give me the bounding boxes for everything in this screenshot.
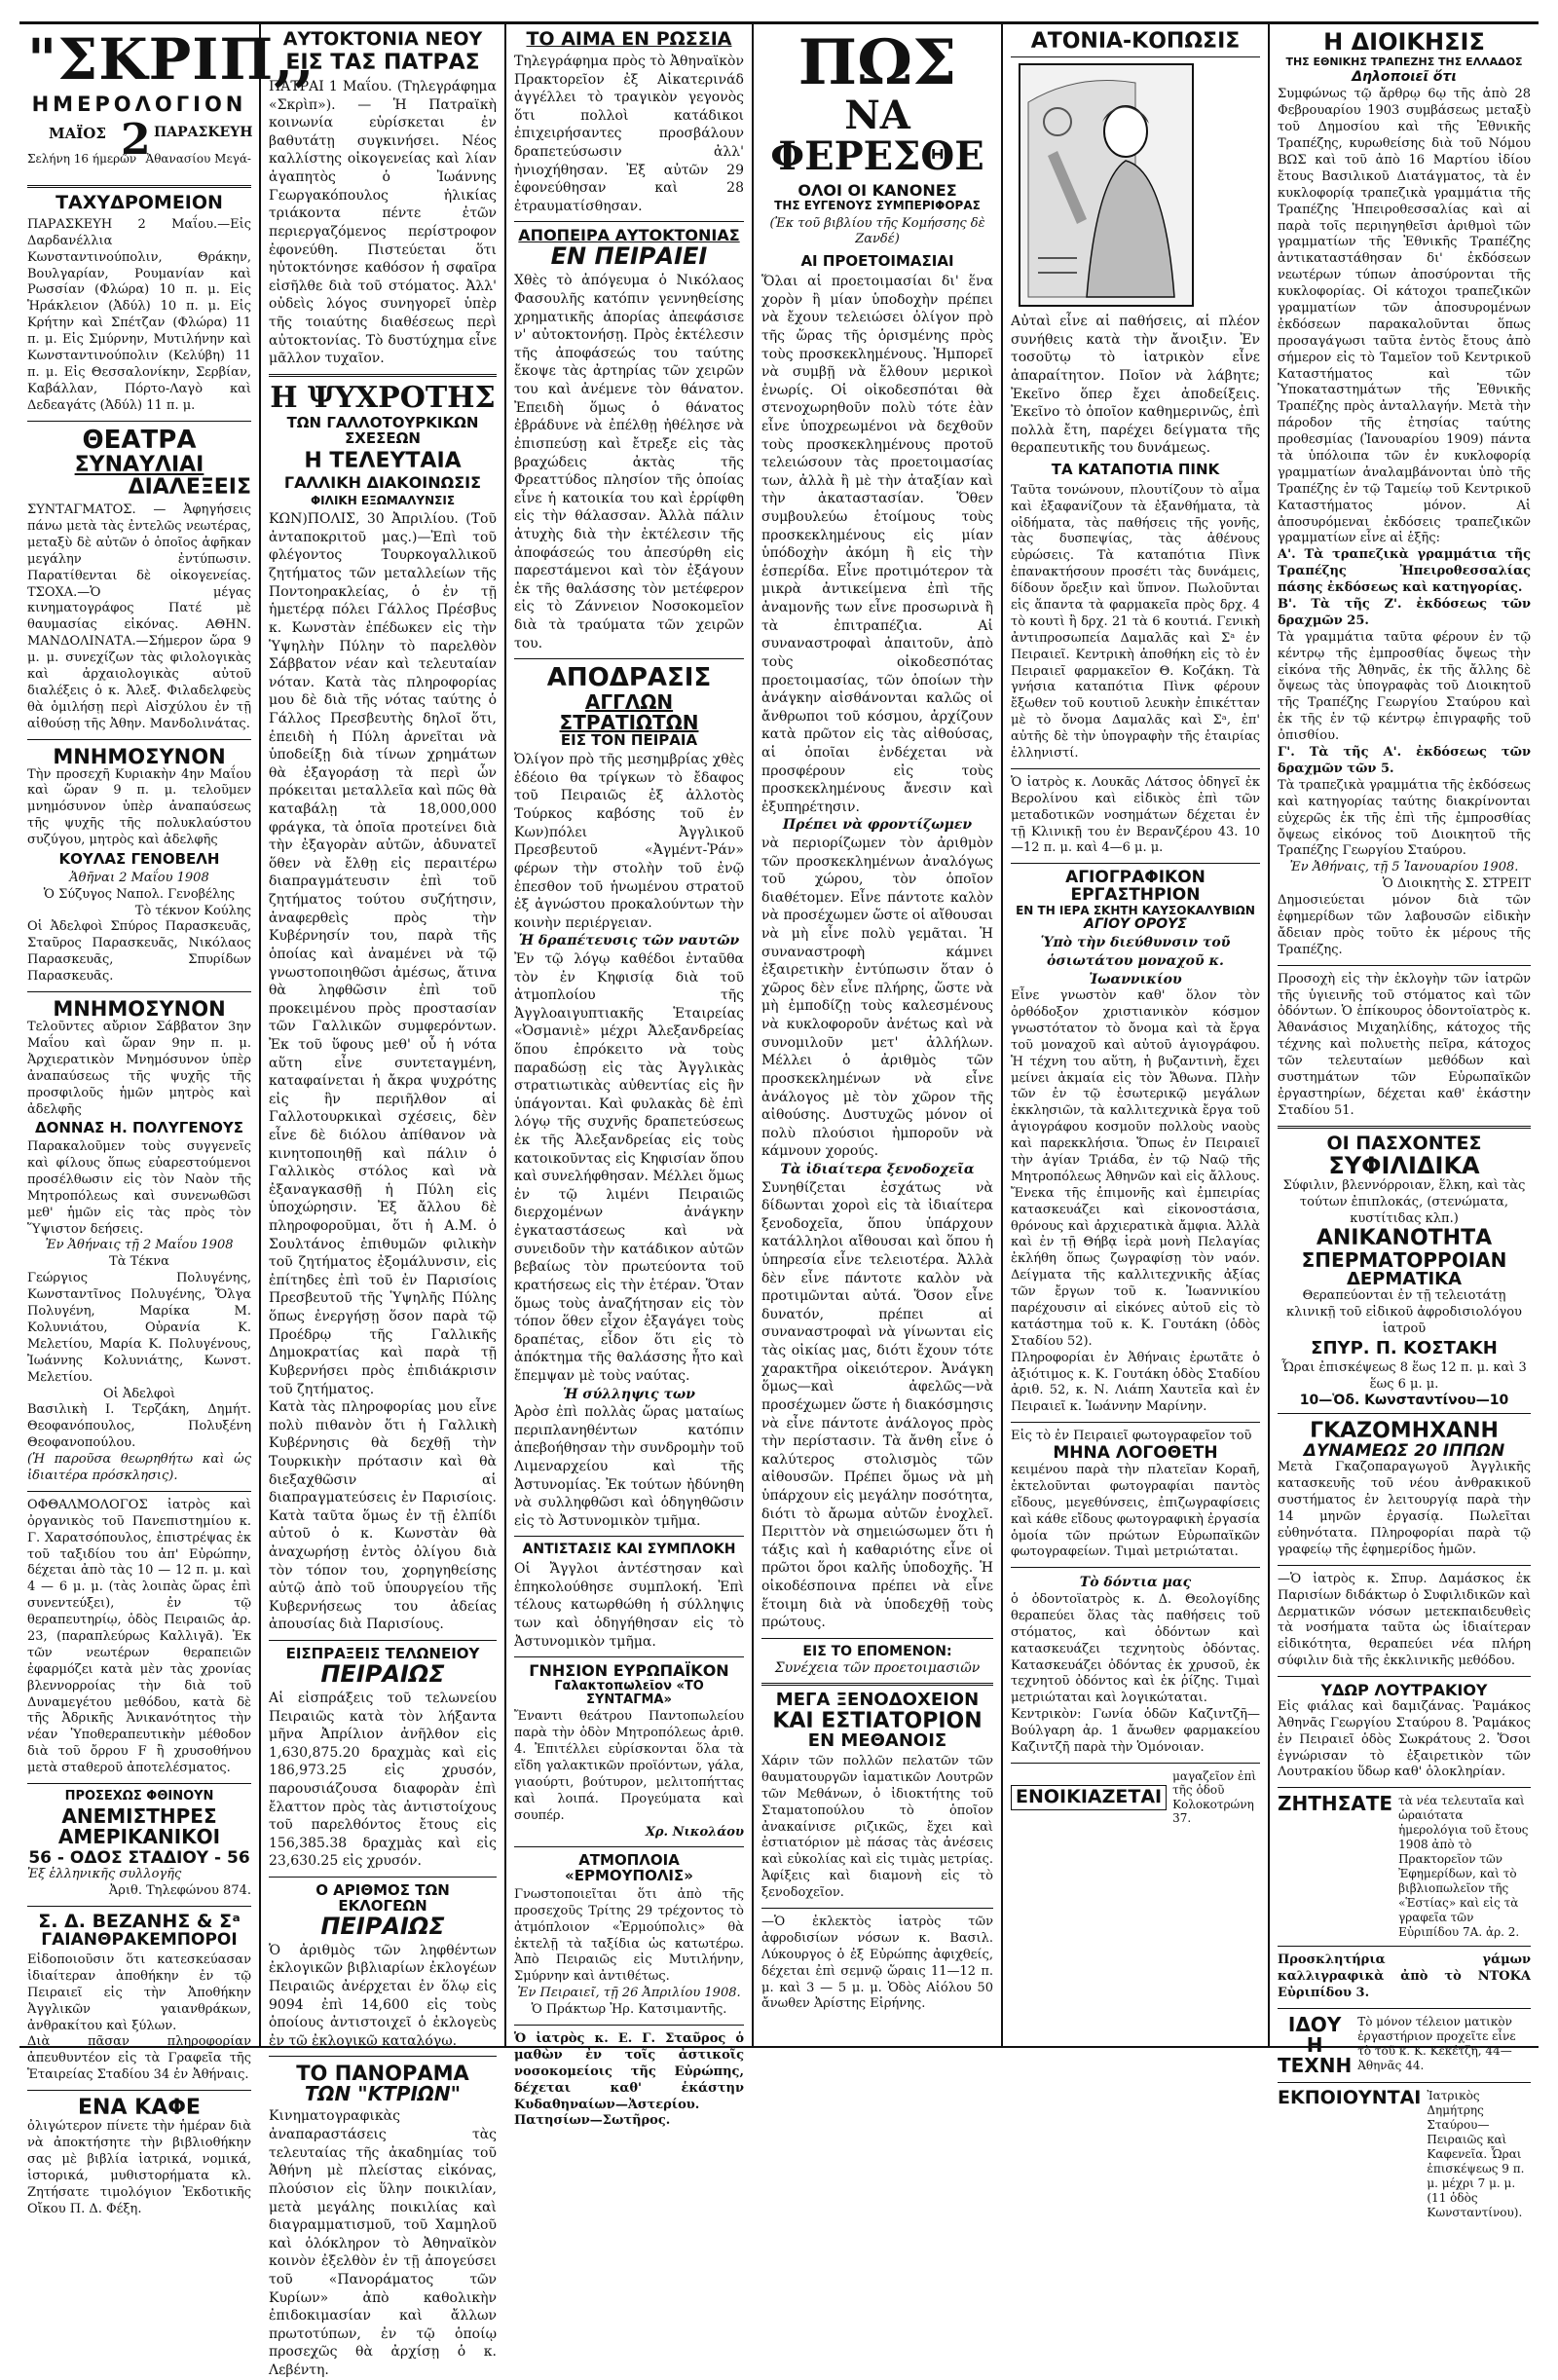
relations-headline-5: ΦΙΛΙΚΗ ΕΞΩΜΑΛΥΝΣΙΣ xyxy=(310,493,456,507)
woman-illustration xyxy=(1019,63,1194,307)
relations-text: ΚΩΝ)ΠΟΛΙΣ, 30 Ἀπριλίου. (Τοῦ ἀνταποκριτοῦ μας.)—Ἐπὶ τοῦ φλέγοντος Τουρκογαλλικοῦ ζητήματος τῶν μεταλλείων τῆς Ποντοηρακλείας, ὁ ἐν τῇ ἡμετέρᾳ πόλει Γάλλος Πρέσβυς κ. Κωνστὰν ἐπέδωκεν εἰς τὴν Ὑψηλὴν Πύλην τὸ παρελθὸν Σάββατον νέαν καὶ τελευταίαν νόταν. Κατὰ τὰς πληροφορίας μου δὲ διὰ τῆς νότας ταύτης ὁ Γάλλος Πρεσβευτὴς δηλοῖ ὅτι, ἐπειδὴ ἡ Πύλη ἀρνεῖται νὰ ὑποδείξῃ διὰ τίνων χρημάτων θὰ ἐξαγοράσῃ τὰ περὶ ὧν πρόκειται μεταλλεῖα καὶ πῶς θὰ καταβάλῃ τὰ 18,000,000 φράγκα, τὰ ὁποῖα προτείνει διὰ τὴν ἐξαγορὰν αὐτῶν, ἀδυνατεῖ ὅθεν νὰ ἔλθῃ εἰς περαιτέρω διαπραγμάτευσιν ἐπὶ τοῦ ζητήματος τούτου συζήτησιν, ἀναφερθεὶς πρὸς τὴν Κυβέρνησίν του, παρὰ τῆς ὁποίας καὶ ἀναμένει νὰ τῷ γνωστοποιηθῶσι ἀμέσως, ἅτινα θὰ ληφθῶσιν ἐπὶ τοῦ προκειμένου πρὸς προστασίαν τῶν Γαλλικῶν συμφερόντων. Ἐκ τοῦ ὕφους μεθ' οὗ ἡ νότα αὕτη εἶνε συντεταγμένη, καταφαίνεται ἡ ἄκρα ψυχρότης εἰς ἣν περιῆλθον αἱ Γαλλοτουρκικαὶ σχέσεις, δὲν εἶνε δὲ διόλου ἀπίθανον νὰ κινητοποιηθῇ καὶ πάλιν ὁ Γαλλικὸς στόλος καὶ νὰ ἐξαναγκασθῇ ἡ Πύλη εἰς ὑποχώρησιν. Ἐξ ἄλλου δὲ πληροφοροῦμαι, ὅτι ἡ Α.Μ. ὁ Σουλτάνος ἐπιθυμῶν φιλικὴν τοῦ ζητήματος ἐξομάλυνσιν, εἰς ἐπίτηδες ἐπὶ τοῦ ἐν Παρισίοις Πρεσβευτοῦ τῆς Ὑψηλῆς Πύλης ὅπως ἐνεργήσῃ ὅσον παρὰ τῷ Προέδρῳ τῆς Γαλλικῆς Δημοκρατίας καὶ παρὰ τῇ Κυβερνήσει πρὸς ἐπιδιάκρισιν τοῦ ζητήματος. xyxy=(269,511,497,1397)
memorial-1-text: Τὴν προσεχῆ Κυριακὴν 4ην Μαΐου καὶ ὥραν 9 π. μ. τελοῦμεν μνημόσυνον ὑπὲρ ἀναπαύσεως τῆς ψυχῆς τῆς πολυκλαύστου συζύγου, μητρὸς καὶ ἀδελφῆς xyxy=(27,766,251,848)
masthead-subtitle: ΗΜΕΡΟΛΟΓΙΟΝ xyxy=(31,92,247,116)
doctor-damaskos-ad: —Ὁ ἰατρὸς κ. Σπυρ. Δαμάσκος ἐκ Παρισίων διδάκτωρ ὁ Συφιλιδικῶν καὶ Δερματικῶν νόσων μετεκπαιδευθεὶς τὰ νοσήματα ταῦτα ὡς ἰδιαίτεραν εἰδικότητα, θεραπεύει νέα πλήρη σύφιλιν διὰ τῆς ἐκκλινικῆς μεθόδου. xyxy=(1278,1571,1531,1669)
clinic-headline-2: ΣΥΦΙΛΙΔΙΚΑ xyxy=(1328,1151,1480,1179)
relations-headline-1: Η ΨΥΧΡΟΤΗΣ xyxy=(270,380,496,415)
rent-ad xyxy=(1011,1769,1260,1826)
doctor-lykourgos-ad: —Ὁ ἐκλεκτὸς ἰατρὸς τῶν ἀφροδισίων νόσων κ. Βασιλ. Λύκουργος ὁ ἐξ Εὐρώπης ἀφιχθείς, δέχεται ἐπὶ σεμνῷ ὥραις 11—12 π. μ. καὶ 3 — 5 μ. μ. Ὁδὸς Αἰόλου 50 ἄνωθεν Ἀρίστης Εἰρήνης. xyxy=(761,1915,993,2012)
escape-text-2: Ἐν τῷ λόγῳ καθέδοι ἐνταῦθα τὸν ἐν Κηφισίᾳ διὰ τοῦ ἀτμοπλοίου τῆς Ἀγγλοαιγυπτιακῆς Ἑταιρείας «Ὀσμανιὲ» μέχρι Ἀλεξανδρείας ὅπου ἐπρόκειτο νὰ τοὺς παραδώσῃ εἰς τὰς Ἀγγλικὰς στρατιωτικὰς αὐθεντίας εἰς ἣν ὑπάγονται. Καὶ φυλακὰς δὲ ἐπὶ λόγῳ τῆς συχνῆς δραπετεύσεως ἐκ τῆς Ἀλεξανδρείας εἰς τοὺς κατοικοῦντας εἰς Κηφισίαν ὅπου καὶ συνελήφθησαν. Μέλλει ὅμως ἐν τῷ λιμένι Πειραιῶς διερχομένων ἀνάγκην ἐγκαταστάσεως καὶ νὰ συνειδοῦν τὴν κατάδικον αὐτῶν βεβαίως τὸν πρωτεύοντα τοῦ κρατήσεως εἰς τὴν ἑτέραν. Ὅταν ὅμως τοὺς ἀναζήτησαν εἰς τὸν τόπον ὅθεν εἶχον ἐξαγάγει τοὺς δραπέτας, εἶδον ὅτι εἰς τὸ ἀπόκτημα τῆς θαλάσσης ἦτο καὶ ἔπεμψαν μὲ τοὺς ναύτας. xyxy=(514,950,744,1384)
icon-workshop-headline-1: ΑΓΙΟΓΡΑΦΙΚΟΝ ΕΡΓΑΣΤΗΡΙΟΝ xyxy=(1065,868,1206,906)
photo-studio-name: ΜΗΝΑ ΛΟΓΟΘΕΤΗ xyxy=(1053,1443,1218,1464)
attempt-headline-1: ΑΠΟΠΕΙΡΑ ΑΥΤΟΚΤΟΝΙΑΣ xyxy=(518,226,740,245)
rent-ad-title: ΕΝΟΙΚΙΑΖΕΤΑΙ xyxy=(1011,1785,1167,1810)
doctor-latsos-ad: Ὁ ἰατρὸς κ. Λουκᾶς Λάτσος ὁδηγεῖ ἐκ Βερολίνου καὶ εἰδικὸς ἐπὶ τῶν μεταδοτικῶν νοσημάτων δέχεται ἐν τῇ Κλινικῇ του ἐν Βερανζέρου 43. 10—12 π. μ. καὶ 4—6 μ. μ. xyxy=(1011,774,1260,856)
loutraki-water-text: Εἰς φιάλας καὶ δαμιζάνας. Ῥαμάκος Ἀθηνᾶς Γεωργίου Σταύρου 8. Ῥαμάκος ἐν Πειραιεῖ ὁδὸς Σωκράτους 2. Ὅσοι ἐγνώρισαν τὸ ἐξαιρετικὸν τῶν Λουτρακίου ὕδωρ καθ' ὁλοκληρίαν. xyxy=(1278,1698,1531,1780)
russia-text: Τηλεγράφημα πρὸς τὸ Ἀθηναϊκὸν Πρακτορεῖον ἐξ Αἰκατερινάδ ἀγγέλλει τὸ τραγικὸν γεγονὸς ὅτι πολλοὶ κατάδικοι ἐπιχειρήσαντες προσβάλουν δραπετεύσωσιν ἀλλ' ἠνιοχήθησαν. Ἐξ αὐτῶν 29 ἐφονεύθησαν καὶ 28 ἐτραυματίσθησαν. xyxy=(514,53,744,214)
loutraki-water-headline: ΥΔΩΡ ΛΟΥΤΡΑΚΙΟΥ xyxy=(1320,1681,1488,1700)
memorial-2-text2: Παρακαλοῦμεν τοὺς συγγενεῖς καὶ φίλους ὅπως εὐαρεστούμενοι προσέλθωσιν εἰς τὸν Ναὸν τῆς Μητροπόλεως καὶ συνενωθῶσι μεθ' ἡμῶν εἰς τὰς πρὸς τὸν Ὕψιστον δεήσεις. xyxy=(27,1139,251,1237)
icon-workshop-text-2: Πληροφορίαι ἐν Ἀθήναις ἐρωτᾶτε ὁ ἀξιότιμος κ. Κ. Γουτάκη ὁδὸς Σταδίου ἀριθ. 52, κ. Ν. Λιάπη Χαυτεῖα καὶ ἐν Πειραιεῖ κ. Ἰωάννην Μαρίνην. xyxy=(1011,1350,1260,1415)
next-issue-subhead: Συνέχεια τῶν προετοιμασιῶν xyxy=(774,1659,981,1676)
bank-text: Συμφώνως τῷ ἄρθρῳ 6ῳ τῆς ἀπὸ 28 Φεβρουαρίου 1903 συμβάσεως μεταξὺ τοῦ Δημοσίου καὶ τῆς Ἐθνικῆς Τραπέζης, κυρωθείσης διὰ τοῦ Νόμου ΒΩΣ καὶ τοῦ ἀπὸ 16 Μαρτίου ἰδίου ἔτους Βασιλικοῦ Διατάγματος, τὰ ἐν κυκλοφορίᾳ τραπεζικὰ γραμμάτια τῆς Τραπέζης Ἠπειροθεσσαλίας καὶ αἱ παρὰ τοῖς περιηγηθεῖσι ἀριθμοὶ τῶν γραμματίων τῆς Ἐθνικῆς Τραπέζης ἀντικαταστάθησαν δι' ἐκδόσεων νεωτέρων τύπων ἀποσύρονται τῆς κυκλοφορίας. Οἱ κάτοχοι τραπεζικῶν γραμματίων τῶν ἀποσυρομένων ἐκδόσεων παρακαλοῦνται ὅπως προσαγάγωσι ταῦτα ἐντὸς ἔτους ἀπὸ σήμερον εἰς τὸ Ταμεῖον τοῦ Κεντρικοῦ Καταστήματος καὶ τῶν Ὑποκαταστημάτων τῆς Ἐθνικῆς Τραπέζης πρὸς ἀνταλλαγήν. Μετὰ τὴν πάροδον τῆς ἐτησίας ταύτης προθεσμίας (Ἰανουαρίου 1909) πάντα τὰ ὑπόλοιπα τῶν ἐν κυκλοφορίᾳ γραμματίων ἀναλαμβάνονται ὑπὸ τῆς Τραπέζης ἐν τῷ Ταμείῳ τοῦ Κεντρικοῦ Καταστήματος μόνον. Αἱ ἀποσυρόμεναι ἐκδόσεις τραπεζικῶν γραμματίων εἶνε αἱ ἑξῆς: xyxy=(1278,87,1531,546)
manners-headline-3: ΟΛΟΙ ΟΙ ΚΑΝΟΝΕΣ xyxy=(798,181,957,201)
rent-ad-text: μαγαζεῖον ἐπὶ τῆς ὁδοῦ Κολοκοτρώνη 37. xyxy=(1172,1768,1257,1826)
masthead-day-number: 2 xyxy=(121,114,151,165)
masthead-title: "ΣΚΡΙΠ,, xyxy=(27,26,315,93)
coal-title: Σ. Δ. ΒΕΖΑΝΗΣ & Σᵃ xyxy=(38,1911,241,1933)
memorial-2-title: ΜΝΗΜΟΣΥΝΟΝ xyxy=(53,997,226,1021)
dentist-text: ὁ ὀδοντοϊατρὸς κ. Δ. Θεολογίδης θεραπεύει ὅλας τὰς παθήσεις τοῦ στόματος, καὶ ὀδόντων καὶ κατασκευάζει τεχνητοὺς ὀδόντας. Κατασκευάζει ὀδόντας ἐκ χρυσοῦ, ἐκ τεχνητοῦ ὀδόντος καὶ ἐκ ῥίζης. Τιμαὶ μετριώταται καὶ λογικώταται. xyxy=(1011,1591,1260,1706)
preparations-subhead-1: Πρέπει νὰ φροντίζωμεν xyxy=(782,817,973,834)
gas-engine-headline-1: ΓΚΑΖΟΜΗΧΑΝΗ xyxy=(1310,1419,1499,1444)
masthead-saint: Ἀθανασίου Μεγά- xyxy=(145,151,251,166)
clinic-address: 10—Ὁδ. Κωνσταντίνου—10 xyxy=(1299,1392,1509,1408)
wedding-cards-ad: Προσκλητήρια γάμων καλλιγραφικὰ ἀπὸ τὸ ΝΤΟΚΑ Εὐριπίδου 3. xyxy=(1278,1952,1531,2001)
coffee-title: ΕΝΑ ΚΑΦΕ xyxy=(78,2096,201,2121)
column-3 xyxy=(506,24,752,2129)
art-ad xyxy=(1278,2015,1531,2076)
newspaper-page xyxy=(19,21,1539,2378)
masthead-date xyxy=(27,114,253,179)
clinic-headline-5: ΔΕΡΜΑΤΙΚΑ xyxy=(1346,1268,1463,1289)
masthead-moon: Σελήνη 16 ήμερῶν xyxy=(27,151,137,166)
steamer-headline: ΑΤΜΟΠΛΟΙΑ «ΕΡΜΟΥΠΟΛΙΣ» xyxy=(565,1851,693,1885)
dairy-headline: ΓΝΗΣΙΟΝ ΕΥΡΩΠΑΪΚΟΝ xyxy=(529,1661,729,1681)
illustration-area xyxy=(1011,57,1260,313)
art-ad-title: ΙΔΟΥ Η ΤΕΧΝΗ xyxy=(1278,2013,1353,2077)
escape-subhead-2: Ἡ σύλληψις των xyxy=(563,1386,695,1402)
photo-studio-intro: Εἰς τὸ ἐν Πειραιεῖ φωτογραφεῖον τοῦ xyxy=(1011,1429,1252,1444)
dentist-michailidis-ad: Προσοχὴ εἰς τὴν ἐκλογὴν τῶν ἰατρῶν τῆς ὑγιεινῆς τοῦ στόματος καὶ τῶν ὀδόντων. Ὁ ἐπίκουρος ὀδοντοϊατρὸς κ. Ἀθανάσιος Μιχαηλίδης, κάτοχος τῆς τέχνης καὶ πολυετὴς πεῖρα, κάτοχος τῶν τελευταίων μεθόδων καὶ συστημάτων τῶν Εὐρωπαϊκῶν ἐργαστηρίων, δέχεται καθ' ἑκάστην Σταδίου 51. xyxy=(1278,971,1531,1118)
bank-headline-3: Δηλοποιεῖ ὅτι xyxy=(1352,68,1457,85)
clinic-headline-3: ΑΝΙΚΑΝΟΤΗΤΑ xyxy=(1316,1226,1493,1251)
relations-headline-2: ΤΩΝ ΓΑΛΛΟΤΟΥΡΚΙΚΩΝ ΣΧΕΣΕΩΝ xyxy=(286,414,479,448)
dairy-text: Ἔναντι θεάτρου Παντοπωλείου παρὰ τὴν ὁδὸν Μητροπόλεως ἀριθ. 4. Ἐπιτέλλει εὐρίσκονται ὅλα τὰ εἴδη γαλακτικῶν προϊόντων, γάλα, γιαούρτι, βούτυρον, μελιτοπήττας καὶ λοιπά. Προγεύματα καὶ σουπέρ. xyxy=(514,1709,744,1823)
post-title: ΤΑΧΥΔΡΟΜΕΙΟΝ xyxy=(56,191,223,213)
relations-headline-4: ΓΑΛΛΙΚΗ ΔΙΑΚΟΙΝΩΣΙΣ xyxy=(283,472,482,492)
bank-headline-2: ΤΗΣ ΕΘΝΙΚΗΣ ΤΡΑΠΕΖΗΣ ΤΗΣ ΕΛΛΑΔΟΣ xyxy=(1285,56,1523,69)
attempt-headline-2: ΕΝ ΠΕΙΡΑΙΕΙ xyxy=(550,242,708,271)
clinic-headline-4: ΣΠΕΡΜΑΤΟΡΡΟΙΑΝ xyxy=(1301,1247,1507,1272)
sale-ad-text: Ἰατρικὸς Δημήτρης Σταύρου—Πειραιῶς καὶ Καφενεῖα. Ὧραι ἐπισκέψεως 9 π. μ. μέχρι 7 μ. μ. (11 ὁδὸς Κωνσταντίνου). xyxy=(1427,2089,1525,2219)
relations-text-2: Κατὰ τὰς πληροφορίας μου εἶνε πολὺ πιθανὸν ὅτι ἡ Γαλλικὴ Κυβέρνησις θὰ δεχθῇ τὴν Τουρκικὴν πρότασιν καὶ θὰ διεξαχθῶσιν αἱ διαπραγματεύσεις ἐν Παρισίοις. Κατὰ ταῦτα ὅμως ἐν τῇ ἐλπίδι αὐτοῦ ὁ κ. Κωνστὰν θὰ ἀναχωρήσῃ ἐντὸς ὀλίγου διὰ τὸν τόπον του, χορηγηθείσης αὐτῷ ἀπὸ τοῦ ὑπουργείου τῆς Κυβερνήσεως του ἀδείας ἀπουσίας διὰ Παρισίους. xyxy=(269,1399,497,1633)
icon-workshop-headline-3: ΑΓΙΟΥ ΟΡΟΥΣ xyxy=(1084,915,1187,932)
calendar-ad-title: ΖΗΤΗΣΑΤΕ xyxy=(1278,1792,1393,1816)
customs-headline-2: ΠΕΙΡΑΙΩΣ xyxy=(320,1659,445,1688)
column-6 xyxy=(1270,24,1539,2219)
escape-subhead-1: Ἡ δραπέτευσις τῶν ναυτῶν xyxy=(518,933,740,949)
hotel-headline-1: ΜΕΓΑ ΞΕΝΟΔΟΧΕΙΟΝ xyxy=(775,1690,980,1711)
memorial-1-date: Ἀθῆναι 2 Μαΐου 1908 xyxy=(69,870,209,885)
resistance-headline: ΑΝΤΙΣΤΑΣΙΣ ΚΑΙ ΣΥΜΠΛΟΚΗ xyxy=(522,1542,736,1558)
memorial-2-siblings: Βασιλικὴ Ι. Τερζάκη, Δημήτ. Θεοφανόπουλος, Πολυξένη Θεοφανοπούλου. xyxy=(27,1402,251,1451)
manners-headline-2: ΝΑ ΦΕΡΕΣΘΕ xyxy=(770,93,984,180)
suicide-headline-1: ΑΥΤΟΚΤΟΝΙΑ ΝΕΟΥ xyxy=(282,28,483,50)
memorial-2-text: Τελοῦντες αὔριον Σάββατον 3ην Μαΐου καὶ ὥραν 9ην π. μ. Ἀρχιερατικὸν Μνημόσυνον ὑπὲρ ἀναπαύσεως τῆς ψυχῆς τῆς προσφιλοῦς ἡμῶν μητρὸς καὶ ἀδελφῆς xyxy=(27,1020,251,1117)
relations-headline-3: Η ΤΕΛΕΥΤΑΙΑ xyxy=(304,448,462,473)
resistance-text: Οἱ Ἄγγλοι ἀντέστησαν καὶ ἐπηκολούθησε συμπλοκή. Ἐπὶ τέλους κατωρθώθη ἡ σύλληψις των καὶ ὁδηγήθησαν εἰς τὸ Ἀστυνομικὸν τμῆμα. xyxy=(514,1561,744,1650)
gas-engine-headline-2: ΔΥΝΑΜΕΩΣ 20 ΙΠΠΩΝ xyxy=(1303,1440,1505,1461)
memorial-2-children-label: Τὰ Τέκνα xyxy=(109,1254,169,1270)
dentist-subhead: Τὸ δόντια μας xyxy=(1079,1575,1192,1591)
coal-text: Εἰδοποιοῦσιν ὅτι κατεσκεύασαν ἰδιαίτεραν ἀποθήκην ἐν τῷ Πειραιεῖ εἰς τὴν Ἀποθήκην Ἀγγλικῶν γαιανθράκων, ἀνθρακίτου καὶ ξύλων. xyxy=(27,1952,251,2033)
russia-headline: ΤΟ ΑΙΜΑ ΕΝ ΡΩΣΣΙΑ xyxy=(526,28,732,50)
atony-text: Αὐταὶ εἶνε αἱ παθήσεις, αἱ πλέον συνήθεις κατὰ τὴν ἄνοιξιν. Ἐν τοσοῦτῳ τὸ ἰατρικὸν εἶνε ἀπαραίτητον. Ποῖον νὰ λάβητε; Ἐκεῖνο ὅπερ ἔχει ἀποδείξεις. Ἐκεῖνο τὸ ὁποῖον καθημερινῶς, ἐπὶ πολλὰ ἔτη, παρέχει δείγματα τῆς θεραπευτικῆς του δυνάμεως. xyxy=(1011,314,1260,457)
bank-item-a: Α'. Τὰ τραπεζικὰ γραμμάτια τῆς Τραπέζης Ἠπειροθεσσαλίας πάσης ἐκδόσεως καὶ κατηγορίας. xyxy=(1278,547,1531,596)
steamer-date: Ἐν Πειραιεῖ, τῇ 26 Ἀπριλίου 1908. xyxy=(517,1986,741,2001)
bank-item-c: Γ'. Τὰ τῆς Α'. ἐκδόσεως τῶν δραχμῶν τῶν 5. xyxy=(1278,745,1531,776)
bank-text-2: Τὰ γραμμάτια ταῦτα φέρουν ἐν τῷ κέντρῳ τῆς ἐμπροσθίας ὄψεως τὴν εἰκόνα τῆς Ἀθηνᾶς, ἐκ τῆς ἄλλης δὲ ὄψεως τὰς ὑπογραφὰς τοῦ Διοικητοῦ τῆς Τραπέζης Γεωργίου Σταύρου καὶ ἐκ τῆς ἐν τῷ κέντρῳ ἐπιγραφῆς τοῦ ὀπισθίου. xyxy=(1278,629,1531,744)
column-1 xyxy=(19,24,315,2216)
clinic-doctor-name: ΣΠΥΡ. Π. ΚΟΣΤΑΚΗ xyxy=(1311,1338,1498,1359)
fans-kicker: ΠΡΟΣΕΧΩΣ ΦΘΙΝΟΥΝ xyxy=(64,1788,214,1804)
memorial-1-child: Τὸ τέκνον Κούλης xyxy=(134,903,251,918)
memorial-2-name: ΔΟΝΝΑΣ Η. ΠΟΛΥΓΕΝΟΥΣ xyxy=(34,1119,243,1137)
suicide-headline-2: ΕΙΣ ΤΑΣ ΠΑΤΡΑΣ xyxy=(285,50,480,75)
gas-engine-text: Μετὰ Γκαζοπαραγωγοῦ Ἀγγλικῆς κατασκευῆς τοῦ νέου ἀνθρακικοῦ συστήματος ἐν λειτουργίᾳ παρὰ τὴν 14 μηνῶν ἐργασίᾳ. Πωλεῖται εὐθηνότατα. Πληροφορίαι παρὰ τῷ γραφείῳ τῆς ἐφημερίδος ἡμῶν. xyxy=(1278,1460,1531,1557)
manners-source: (Ἐκ τοῦ βιβλίου τῆς Κομήσσης δὲ Ζανδέ) xyxy=(769,215,985,247)
preparations-text-3: Συνηθίζεται ἐσχάτως νὰ δίδωνται χοροὶ εἰς τὰ ἰδιαίτερα ξενοδοχεῖα, ὅπου ὑπάρχουν κατάλληλοι αἴθουσαι καὶ ὅπου ἡ ὑπηρεσία εἶνε τελειοτέρα. Ἀλλὰ δὲν εἶνε πάντοτε καλὸν νὰ προτιμῶνται αὐτά. Ὅσον εἶνε δυνατόν, πρέπει αἱ συναναστροφαὶ νὰ γίνωνται εἰς τὰς οἰκίας μας, διότι ἔχουν τότε χαρακτῆρα οἰκειότερον. Ἀνάγκη ὅμως—καὶ ἀφελῶς—νὰ προσέχωμεν ὥστε ἡ διακόσμησις νὰ εἶνε πάντοτε ἀνάλογος πρὸς τὴν περίστασιν. Τὰ ἄνθη εἶνε ὁ καλύτερος στολισμὸς τῶν αἰθουσῶν. Πρέπει ὅμως νὰ μὴ ὑπάρχουν εἰς μεγάλην ποσότητα, διότι τὸ ἄρωμα αὐτῶν ἐνοχλεῖ. Περιττὸν νὰ σημειώσωμεν ὅτι ἡ τάξις καὶ ἡ καθαριότης εἶνε οἱ πρῶτοι ὅροι καλῆς ὑποδοχῆς. Ἡ οἰκοδέσποινα πρέπει νὰ εἶνε ἕτοιμη διὰ νὰ ὑποδεχθῇ τοὺς πρώτους. xyxy=(761,1179,993,1631)
column-5 xyxy=(1003,24,1268,2046)
voters-headline-2: ΠΕΙΡΑΙΩΣ xyxy=(320,1912,445,1940)
coal-sub: ΓΑΙΑΝΘΡΑΚΕΜΠΟΡΟΙ xyxy=(41,1930,238,1951)
memorial-2-children: Γεώργιος Πολυγένης, Κωνσταντῖνος Πολυγένης, Ὄλγα Πολυγένη, Μαρίκα Μ. Κολυνιάτου, Οὐρανία Κ. Μελετίου, Μαρία Κ. Πολυγένους, Ἰωάννης Κολυνιάτης, Κωνστ. Μελετίου. xyxy=(27,1271,251,1385)
icon-workshop-text: Εἶνε γνωστὸν καθ' ὅλον τὸν ὀρθόδοξον χριστιανικὸν κόσμον γνωστότατον τὸ ὄνομα καὶ τὰ ἔργα τοῦ μοναχοῦ καὶ αὐτοῦ ἁγιογράφου. Ἡ τέχνη του αὕτη, ἡ βυζαντινὴ, ἔχει μείνει ἀκμαία εἰς τὸν Ἄθωνα. Πλὴν τῶν ἐν τῷ ἐσωτερικῷ μεγάλων ἐκκλησιῶν, τὰ καλλιτεχνικὰ ἔργα τοῦ ἁγιογράφου κοσμοῦν πολλοὺς ναοὺς καὶ παρεκκλήσια. Ὅπως ἐν Πειραιεῖ τὴν ἁγίαν Τριάδα, ἐν τῷ Ναῷ τῆς Μητροπόλεως Ἀθηνῶν καὶ εἰς ἄλλους. Ἔνεκα τῆς ἐπιμονῆς καὶ ἐμπειρίας κατασκευάζει καὶ εἰκονοστάσια, θρόνους καὶ ἀρχιερατικὰ ἄμφια. Ἀλλὰ καὶ ἐν τῇ Θήβᾳ ἱερὰ μονὴ Πελαγίας ἐκλήθη ὅπως ζωγραφίσῃ τὸν ναόν. Δείγματα τῆς καλλιτεχνικῆς ἀξίας τῶν ἔργων τοῦ κ. Ἰωαννικίου παρέχουσιν αἱ εἰκόνες αὐτοῦ εἰς τὸ κατάστημα τοῦ κ. Κ. Γουτάκη (ὁδὸς Σταδίου 52). xyxy=(1011,988,1260,1349)
atony-headline: ΑΤΟΝΙΑ-ΚΟΠΩΣΙΣ xyxy=(1011,30,1260,57)
hotel-text: Χάριν τῶν πολλῶν πελατῶν τῶν θαυματουργῶν ἰαματικῶν Λουτρῶν τῶν Μεθάνων, ὁ ἰδιοκτήτης τοῦ Σταματοπούλου τὸ ὁποῖον ἀνακαίνισε ριζικῶς, ἔχει καὶ ἐστιατόριον μὲ πάσας τὰς ἀνέσεις καὶ εὐκολίας καὶ εἰς τιμὰς μετρίας. Ἀφίξεις καὶ διαμονὴ εἰς τὸ ξενοδοχεῖον. xyxy=(761,1753,993,1901)
memorial-1-title: ΜΝΗΜΟΣΥΝΟΝ xyxy=(53,744,226,768)
manners-headline-4: ΤΗΣ ΕΥΓΕΝΟΥΣ ΣΥΜΠΕΡΙΦΟΡΑΣ xyxy=(774,198,981,212)
steamer-sign: Ὁ Πράκτωρ Ἠρ. Κατσιμαντῆς. xyxy=(531,2002,727,2018)
bank-item-b: Β'. Τὰ τῆς Ζ'. ἐκδόσεως τῶν δραχμῶν 25. xyxy=(1278,597,1531,628)
fans-title: ΑΝΕΜΙΣΤΗΡΕΣ ΑΜΕΡΙΚΑΝΙΚΟΙ xyxy=(57,1804,221,1848)
theatre-sub2: ΔΙΑΛΕΞΕΙΣ xyxy=(128,474,251,500)
preparations-headline: ΑΙ ΠΡΟΕΤΟΙΜΑΣΙΑΙ xyxy=(800,252,954,271)
customs-text: Αἱ εἰσπράξεις τοῦ τελωνείου Πειραιῶς κατὰ τὸν λήξαντα μῆνα Ἀπρίλιον ἀνῆλθον εἰς 1,630,875.20 δραχμὰς καὶ εἰς 186,973.25 εἰς χρυσόν, παρουσιάζουσα διαφορὰν ἐπὶ ἔλαττον πρὸς τὰς ἀντιστοίχους τοῦ παρελθόντος ἔτους εἰς 156,385.38 δραχμὰς καὶ εἰς 23,630.25 εἰς χρυσόν. xyxy=(269,1690,497,1870)
theatre-sub1: ΣΥΝΑΥΛΙΑΙ xyxy=(74,452,204,477)
voters-text: Ὁ ἀριθμὸς τῶν ληφθέντων ἐκλογικῶν βιβλιαρίων ἐκλογέων Πειραιῶς ἀνέρχεται ἐν ὅλῳ εἰς 9094 ἐπὶ 14,600 εἰς τοὺς ὁποίους ἀντιστοιχεῖ ὁ ἐκλογεὺς ἐν τῷ ἐκλογικῷ καταλόγῳ. xyxy=(269,1942,497,2049)
dentist-address: Κεντρικὸν: Γωνία ὁδῶν Καζιντζῆ—Βούλγαρη ἀρ. 1 ἄνωθεν φαρμακείου Καζιντζῆ παρὰ τὴν Ὁμόνοιαν. xyxy=(1011,1707,1260,1755)
attempt-text: Χθὲς τὸ ἀπόγευμα ὁ Νικόλαος Φασουλῆς κατόπιν γεννηθείσης χρηματικῆς ἀπορίας ἀπεφάσισε ν' αὐτοκτονήσῃ. Πρὸς ἐκτέλεσιν τῆς ἀποφάσεώς του ταύτης ἔκοψε τὰς ἀρτηρίας τῶν χειρῶν του καὶ ἀνέμενε τὸν θάνατον. Ἐπειδὴ ὅμως ὁ θάνατος ἐβράδυνε νὰ ἐπέλθῃ ἠθέλησε νὰ ἐπισπεύσῃ καὶ ἔτρεξε εἰς τὰς βραχώδεις ἀκτὰς τῆς Φρεαττύδος πλησίον τῆς ὁποίας εἶνε ἡ κατοικία του καὶ ἐρρίφθη εἰς τὴν θάλασσαν. Ἀλλὰ πάλιν ἀτυχὴς διὰ τὴν ἐκτέλεσιν τῆς ἀποφάσεώς του ἀπεσύρθη εἰς παρεστάμενοι καὶ τὸν ἐξάγουν ἐκ τῆς θαλάσσης τὸν μετέφερον εἰς τὸ Ζάννειον Νοσοκομεῖον διὰ τὰ τραύματα τῶν χειρῶν του. xyxy=(514,273,744,651)
theatre-text: ΣΥΝΤΑΓΜΑΤΟΣ. — Ἀφηγήσεις πάνω μετὰ τὰς ἐντελῶς νεωτέρας, μεταξὺ δὲ αὐτῶν ὁ ὁποῖος ἀφῆκαν μεγάλην ἐντύπωσιν. Παρατίθενται δὲ οἰκογενείας. ΤΣΟΧΑ.—Ὁ μέγας κινηματογράφος Πατέ μὲ θαυμασίας εἰκόνας. ΑΘΗΝ. ΜΑΝΔΟΛΙΝΑΤΑ.—Σήμερον ὥρα 9 μ. μ. συνεχίζων τὰς φιλολογικὰς καὶ ἀρχαιολογικὰς αὐτοῦ διαλέξεις ὁ κ. Ἀλεξ. Φιλαδελφεὺς θὰ ὁμιλήσῃ περὶ Αἰσχύλου ἐν τῇ αἰθούσῃ τῆς Ἀθην. Μανδολινάτας. xyxy=(27,502,251,731)
column-4 xyxy=(754,24,1001,2046)
escape-headline-1: ΑΠΟΔΡΑΣΙΣ xyxy=(546,663,712,693)
memorial-2-siblings-label: Οἱ Ἀδελφοὶ xyxy=(102,1386,176,1401)
coal-text2: Διὰ πᾶσαν πληροφορίαν ἀπευθυντέον εἰς τὰ Γραφεῖα τῆς Ἑταιρείας Σταδίου 34 ἐν Ἀθήναις. xyxy=(27,2034,251,2083)
doctor-stavros-ad: Ὁ ἰατρὸς κ. Ε. Γ. Σταῦρος ὁ μαθὼν ἐν τοῖς ἀστικοῖς νοσοκομείοις τῆς Εὐρώπης, δέχεται καθ' ἑκάστην Κυδαθηναίων—Ἀστερίου. Πατησίων—Σωτῆρος. xyxy=(514,2031,744,2129)
clinic-text: Σύφιλιν, βλεννόρροιαν, ἕλκη, καὶ τὰς τούτων ἐπιπλοκάς, (στενώματα, κυστίτιδας κλπ.) xyxy=(1282,1177,1526,1226)
panorama-headline-1: ΤΟ ΠΑΝΟΡΑΜΑ xyxy=(296,2062,469,2086)
clinic-text-2: Θεραπεύονται ἐν τῇ τελειοτάτῃ κλινικῇ τοῦ εἰδικοῦ ἀφροδισιολόγου ἰατροῦ xyxy=(1286,1288,1522,1337)
pink-pills-headline: ΤΑ ΚΑΤΑΠΟΤΙΑ ΠΙΝΚ xyxy=(1051,460,1220,478)
escape-text: Ὀλίγον πρὸ τῆς μεσημβρίας χθὲς ἐδέοιο θα τρίγκων τὸ ἔδαφος τοῦ Πειραιῶς ἐξ ἀλλοτὸς Τούρκος καβόσης τοῦ ἐν Κων)πόλει Ἀγγλικοῦ Πρεσβευτοῦ «Ἀγμέντ-Ῥάν» φέρων τὴν στολὴν τοῦ ἐνῷ ἐπεσθον τοῦ ἡνωμένου στρατοῦ ἐξ ἀγνώστου προκαλούντων τὴν κοινὴν περιέργειαν. xyxy=(514,752,744,931)
escape-headline-2: ΑΓΓΛΩΝ ΣΤΡΑΤΙΩΤΩΝ xyxy=(559,689,699,734)
art-ad-text: Τὸ μόνον τέλειον ματικὸν ἐργαστήριον προχεῖτε εἶνε τὸ τοῦ κ. Κ. Κεκέτζη, 44—Ἀθηνᾶς 44. xyxy=(1357,2015,1516,2072)
post-text: ΠΑΡΑΣΚΕΥΗ 2 Μαΐου.—Εἰς Δαρδανέλλια Κωνσταντινούπολιν, Θράκην, Βουλγαρίαν, Ρουμανίαν καὶ Ρωσσίαν (Φλώρα) 10 π. μ. Εἰς Ἡράκλειον (Ἀδύλ) 10 π. μ. Εἰς Κρήτην καὶ Σπέτζαν (Φλώρα) 11 π. μ. Εἰς Σμύρνην, Μυτιλήνην καὶ Κωνσταντινούπολιν (Κελύβη) 11 π. μ. Εἰς Θεσσαλονίκην, Σερβίαν, Καβάλλαν, Πόρτο-Λαγὸ καὶ Δεδεαγάτς (Ἀδύλ) 11 π. μ. xyxy=(27,216,251,413)
memorial-2-note: (Ἡ παροῦσα θεωρηθήτω καὶ ὡς ἰδιαιτέρα πρόσκλησις). xyxy=(27,1452,251,1483)
coffee-text: ὀλιγώτερον πίνετε τὴν ἡμέραν διὰ νὰ ἀποκτήσητε τὴν βιβλιοθήκην σας μὲ βιβλία ἰατρικά, νομικά, ἱστορικά, μυθιστορήματα κλ. Ζητήσατε τιμολόγιον Ἐκδοτικῆς Οἴκου Π. Δ. Φέξη. xyxy=(27,2119,251,2216)
theatre-title: ΘΕΑΤΡΑ xyxy=(82,425,197,455)
masthead-month: ΜΑΪΟΣ xyxy=(49,124,106,142)
masthead-weekday: ΠΑΡΑΣΚΕΥΗ xyxy=(154,124,253,140)
pink-pills-text: Ταῦτα τονώνουν, πλουτίζουν τὸ αἷμα καὶ ἐξαφανίζουν τὰ ἐξανθήματα, τὰ οἰδήματα, τὰς παθήσεις τῆς γονῆς, τὰς δυσπεψίας, τὰς ἀθένους εὐρώσεις. Τὰ καταπότια Πὶνκ ἐπανακτήσουν προσέτι τὰς δυνάμεις, δίδουν ὄρεξιν καὶ ὕπνον. Πωλοῦνται εἰς ἅπαντα τὰ φαρμακεῖα πρὸς δρχ. 4 τὸ κουτὶ ἢ δρχ. 21 τὰ 6 κουτιά. Γενικὴ ἀντιπροσωπεία Δαμαλᾶς καὶ Σᵃ ἐν Πειραιεῖ. Κεντρικὴ ἀποθήκη εἰς τὸ ἐν Πειραιεῖ φαρμακεῖον Θ. Κοζάκη. Τὰ γνήσια καταπότια Πὶνκ φέρουν ἔξωθεν τοῦ κουτιοῦ λευκὴν ἐπικέτταν μὲ τὸ ὄνομα Δαμαλᾶς καὶ Σᵃ, ἐπ' αὐτῆς δὲ τὴν ὑπογραφὴν τῆς ἑταιρίας ἑλληνιστί. xyxy=(1011,482,1260,761)
sale-ad xyxy=(1278,2089,1531,2220)
column-2 xyxy=(261,24,504,2378)
photo-studio-text: κειμένου παρὰ τὴν πλατεῖαν Κοραῆ, ἐκτελοῦνται φωτογραφίαι παντὸς εἴδους, μεγεθύνσεις, ἐπιζωγραφίσεις καὶ κάθε εἴδους φωτογραφικὴ ἐργασία ὁμοία τῶν πρώτων Εὐρωπαϊκῶν φωτογραφείων. Τιμαὶ μετριώταται. xyxy=(1011,1463,1260,1560)
fans-address: 56 - ΟΔΟΣ ΣΤΑΔΙΟΥ - 56 xyxy=(28,1847,250,1868)
clinic-headline-1: ΟΙ ΠΑΣΧΟΝΤΕΣ xyxy=(1326,1132,1482,1154)
panorama-text: Κινηματογραφικὰς ἀναπαραστάσεις τὰς τελευταίας τῆς ἀκαδημίας τοῦ Ἀθήνη μὲ πλείστας εἰκόνας, πλούσιον εἰς ὕλην ποικιλίαν, μετὰ μεγάλης ποικιλίας καὶ διαγραμματισμοῦ, τοῦ Χαμηλοῦ καὶ ὁλόκληρον τὸ Ἀθηναϊκὸν κοινὸν ἐξελθὸν ἐν τῇ ἀπογεύσει τοῦ «Πανοράματος τῶν Κυρίων» ἀπὸ καθολικὴν ἐπιδοκιμασίαν καὶ ἄλλων πρωτοτύπων, ἐν τῷ ὁποίῳ προσεχῶς θὰ ἀρχίσῃ ὁ κ. Λεβέντη. xyxy=(269,2108,497,2378)
bank-note: Δημοσιεύεται μόνον διὰ τῶν ἐφημερίδων τῶν λαβουσῶν εἰδικὴν ἄδειαν πρὸς τοῦτο ἐκ μέρους τῆς Τραπέζης. xyxy=(1278,893,1531,957)
fans-phone: Ἀριθ. Τηλεφώνου 874. xyxy=(108,1883,251,1899)
clinic-hours: Ὧραι ἐπισκέψεως 8 ἕως 12 π. μ. καὶ 3 ἕως 6 μ. μ. xyxy=(1281,1359,1527,1392)
preparations-text-2: νὰ περιορίζωμεν τὸν ἀριθμὸν τῶν προσκεκλημένων ἀναλόγως τοῦ χώρου, τὸν ὁποῖον διαθέτομεν. Εἶνε πάντοτε καλὸν νὰ προσέχωμεν ὥστε οἱ αἴθουσαι νὰ μὴ εἶνε πολὺ γεμᾶται. Ἡ συναναστροφὴ κάμνει ἐξαιρετικὴν ἐντύπωσιν ὅταν ὁ χῶρος δὲν εἶνε πλήρης, ὥστε νὰ μὴ ἐμποδίζῃ τοὺς καλεσμένους νὰ κυκλοφοροῦν ἀνέτως καὶ νὰ συνομιλοῦν μετ' ἀλλήλων. Μέλλει ὁ ἀριθμὸς τῶν προσκεκλημένων νὰ εἶνε ἀνάλογος μὲ τὸν χῶρον τῆς αἰθούσης. Δυστυχῶς μόνον οἱ πολὺ πλούσιοι ἠμποροῦν νὰ κάμνουν χορούς. xyxy=(761,836,993,1160)
escape-headline-3: ΕΙΣ ΤΟΝ ΠΕΙΡΑΙΑ xyxy=(560,730,698,749)
escape-text-3: Ἀρὸσ ἐπὶ πολλὰς ὥρας ματαίως περιπλανηθέντων κατόπιν ἀπεβοήθησαν τὴν συνδρομὴν τοῦ Λιμεναρχείου καὶ τῆς Ἀστυνομίας. Ἐκ τούτων ἠδύνηθη νὰ συλληφθῶσι καὶ ὁδηγηθῶσιν εἰς τὸ Ἀστυνομικὸν τμῆμα. xyxy=(514,1404,744,1529)
memorial-1-name: ΚΟΥΛΑΣ ΓΕΝΟΒΕΛΗ xyxy=(58,850,220,869)
icon-workshop-headline-2: ΕΝ ΤΗ ΙΕΡΑ ΣΚΗΤΗ ΚΑΥΣΟΚΑΛΥΒΙΩΝ xyxy=(1016,904,1255,917)
dairy-sign: Χρ. Νικολάου xyxy=(645,1824,744,1840)
bank-date: Ἐν Ἀθήναις, τῇ 5 Ἰανουαρίου 1908. xyxy=(1289,860,1519,875)
bank-text-3: Τὰ τραπεζικὰ γραμμάτια τῆς ἐκδόσεως καὶ κατηγορίας ταύτης διακρίνονται εὐχερῶς ἐκ τῆς ἐπὶ τῆς ἐμπροσθίας ὄψεως εἰκόνος τοῦ Διοικητοῦ τῆς Τραπέζης Γεωργίου Σταύρου. xyxy=(1278,777,1531,859)
manners-headline-1: ΠΩΣ xyxy=(798,26,957,99)
memorial-1-siblings: Οἱ Ἀδελφοὶ Σπύρος Παρασκευᾶς, Σταῦρος Παρασκευᾶς, Νικόλαος Παρασκευᾶς, Σπυρίδων Παρασκευᾶς. xyxy=(27,919,251,985)
icon-workshop-subhead: Ὑπὸ τὴν διεύθυνσιν τοῦ ὁσιωτάτου μοναχοῦ κ. Ἰωαννικίου xyxy=(1040,935,1231,987)
calendar-ad xyxy=(1278,1794,1531,1940)
hotel-headline-2: ΚΑΙ ΕΣΤΙΑΤΟΡΙΟΝ xyxy=(772,1709,983,1733)
preparations-subhead-2: Τὰ ἰδιαίτερα ξενοδοχεῖα xyxy=(780,1161,975,1177)
fans-note: Ἐξ ἑλληνικῆς συλλογῆς xyxy=(27,1867,182,1882)
memorial-1-spouse: Ὁ Σύζυγος Ναπολ. Γενοβέλης xyxy=(43,886,236,902)
calendar-ad-text: τὰ νέα τελευταῖα καὶ ὡραιότατα ἡμερολόγια τοῦ ἔτους 1908 ἀπὸ τὸ Πρακτορεῖον τῶν Ἐφημερίδων, καὶ τὸ βιβλιοπωλεῖον τῆς «Ἑστίας» καὶ εἰς τὰ γραφεῖα τῶν Εὐριπίδου 7Α. ἀρ. 2. xyxy=(1398,1794,1529,1940)
dairy-subhead: Γαλακτοπωλεῖον «ΤΟ ΣΥΝΤΑΓΜΑ» xyxy=(554,1678,704,1707)
sale-ad-title: ΕΚΠΟΙΟΥΝΤΑΙ xyxy=(1278,2087,1422,2108)
voters-headline-1: Ο ΑΡΙΘΜΟΣ ΤΩΝ ΕΚΛΟΓΕΩΝ xyxy=(315,1881,450,1915)
bank-sign: Ὁ Διοικητὴς Σ. ΣΤΡΕΙΤ xyxy=(1382,876,1531,892)
memorial-2-date: Ἐν Ἀθήναις τῇ 2 Μαΐου 1908 xyxy=(45,1238,234,1253)
suicide-text: ΠΑΤΡΑΙ 1 Μαΐου. (Τηλεγράφημα «Σκρὶπ»). — Ἡ Πατραϊκὴ κοινωνία εὑρίσκεται ἐν βαθυτάτῃ συγκινήσει. Νέος καλλίστης οἰκογενείας καὶ λίαν ἀγαπητὸς ὁ Ἰωάννης Γεωργακόπουλος ἡλικίας τριάκοντα πέντε ἐτῶν περιεργαζόμενος περίστροφον ἐφονεύθη. Πιστεύεται ὅτι ηὐτοκτόνησε καθόσον ἡ σφαῖρα εἰσῆλθε διὰ τοῦ στόματος. Ἀλλ' οὐδεὶς λόγος συνηγορεῖ ὑπὲρ τῆς τοιαύτης διαθέσεως περὶ αὐτοκτονίας. Τὸ δυστύχημα εἶνε μᾶλλον τυχαῖον. xyxy=(269,79,497,367)
customs-headline-1: ΕΙΣΠΡΑΞΕΙΣ ΤΕΛΩΝΕΙΟΥ xyxy=(285,1645,480,1663)
panorama-headline-2: ΤΩΝ "ΚΤΡΙΩΝ" xyxy=(304,2082,462,2106)
steamer-text: Γνωστοποιεῖται ὅτι ἀπὸ τῆς προσεχοῦς Τρίτης 29 τρέχοντος τὸ ἀτμόπλοιον «Ἑρμούπολις» θὰ ἐκτελῇ τὰ ταξίδια ὡς κατωτέρω. Ἀπὸ Πειραιῶς εἰς Μυτιλήνην, Σμύρνην καὶ ἀντιθέτως. xyxy=(514,1886,744,1985)
bank-headline-1: Η ΔΙΟΙΚΗΣΙΣ xyxy=(1323,28,1485,56)
preparations-text: Ὅλαι αἱ προετοιμασίαι δι' ἕνα χορὸν ἢ μίαν ὑποδοχὴν πρέπει νὰ ἔχουν τελειώσει ὀλίγον πρὸ τῆς ὥρας τῆς ὁρισμένης πρὸς τοὺς προσκεκλημένους. Ἠμπορεῖ νὰ συμβῇ νὰ ἔλθουν μερικοὶ ἐνωρίς. Οἱ οἰκοδεσπόται θὰ στενοχωρηθοῦν πολὺ τότε ἐὰν εἶνε ὑποχρεωμένοι νὰ δεχθοῦν τοὺς προσκεκλημένους προτοῦ τελειώσουν τὰς προετοιμασίας των, ἀλλὰ ἢ μὲ τὴν ἀταξίαν καὶ τὴν ἀκαταστασίαν. Ὅθεν συμβουλεύω ἑτοίμους τοὺς προσκεκλημένους εἰς μίαν ὑπόδοχὴν ἀκόμη ἢ εἰς τὴν ἑσπερίδα. Εἶνε προτιμότερον τὰ μικρὰ ἀντικείμενα ἐπὶ τῆς ἀναμονῆς των εἶνε προσωρινὰ ἢ τὰ ἐπιτραπέζια. Αἱ συναναστροφαὶ ἀπαιτοῦν, ἀπὸ τοὺς οἰκοδεσπότας προετοιμασίας, τῶν ὁποίων τὴν ἀνάγκην αἰσθάνονται καλῶς οἱ ἄνθρωποι τοῦ κόσμου, ἀρχίζουν κατὰ πρῶτον εἰς τὰς αἰθούσας, αἱ ὁποῖαι ἐνδέχεται νὰ προσφέρουν εἰς τοὺς προσκεκλημένους ἄνεσιν καὶ ἐξυπηρέτησιν. xyxy=(761,274,993,815)
doctor-ad: ΟΦΘΑΛΜΟΛΟΓΟΣ ἰατρὸς καὶ ὀργανικὸς τοῦ Πανεπιστημίου κ. Γ. Χαρατσόπουλος, ἐπιστρέψας ἐκ τοῦ ταξιδίου του ἀπ' Εὐρώπην, δέχεται ἀπὸ τὰς 10 — 12 π. μ. καὶ 4 — 6 μ. μ. (τὰς λοιπὰς ὥρας ἐπὶ συνεντεύξει), ἐν τῷ θεραπευτηρίῳ, ὁδὸς Πειραιῶς ἀρ. 23, (παραπλεύρως Καλλιγᾶ). Ἐκ τῶν νεωτέρων θεραπειῶν ἐφαρμόζει κατὰ μὲν τὰς χρονίας βλεννορροίας τὴν διὰ τοῦ Δυναμεγέτου μεθόδου, κατὰ δὲ τῆς Ἀδρικῆς Ἀνικανότητος τὴν νέαν Ὑποθεραπευτικὴν μέθοδον διὰ τοῦ ὄρρου F ἢ χρυσοθήνου μετὰ σταθεροῦ ἀποτελέσματος. xyxy=(27,1497,251,1776)
next-issue-label: ΕΙΣ ΤΟ ΕΠΟΜΕΝΟΝ: xyxy=(802,1643,952,1659)
hotel-headline-3: ΕΝ ΜΕΘΑΝΟΙΣ xyxy=(807,1730,947,1752)
